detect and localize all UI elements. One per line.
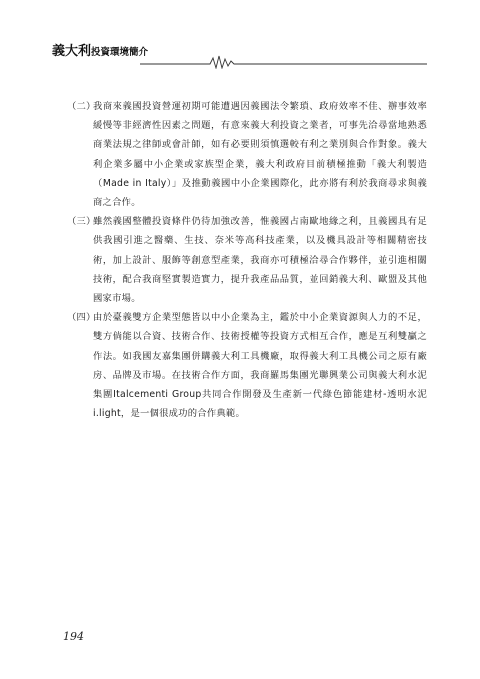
paragraph-text: 由於臺義雙方企業型態皆以中小企業為主，鑑於中小企業資源與人力的不足，雙方倘能以合資、技術合作、技術授權等投資方式相互合作，應是互利雙贏之作法。如我國友嘉集團併購義大利工具機廠，取得義大利工具機公司之原有廠房、品牌及市場。在技術合作方面，我商羅馬集團光聯興業公司與義大利水泥集團Italcementi Group共同合作開發及生產新一代綠色節能建材-透明水泥i.light，是一個很成功的合作典範。 bbox=[93, 312, 427, 420]
paragraph-3 bbox=[67, 212, 427, 308]
running-header bbox=[52, 40, 432, 64]
heartbeat-rule bbox=[52, 55, 427, 69]
paragraph-text: 雖然義國整體投資條件仍待加強改善，惟義國占南歐地緣之利，且義國具有足供我國引進之醫藥、生技、奈米等高科技產業，以及機具設計等相關精密技術，加上設計、服飾等創意型產業，我商亦可積極洽尋合作夥伴，並引進相關技術，配合我商堅實製造實力，提升我產品品質，並回銷義大利、歐盟及其他國家市場。 bbox=[93, 216, 427, 305]
paragraph-number: （三） bbox=[67, 216, 96, 228]
header-title-sub: 投資環境簡介 bbox=[91, 47, 149, 58]
paragraph-number: （四） bbox=[67, 312, 96, 324]
page-number: 194 bbox=[63, 630, 84, 643]
paragraph-number: （二） bbox=[67, 101, 96, 112]
paragraph-text: 我商來義國投資營運初期可能遭遇因義國法令繁瑣、政府效率不佳、辦事效率緩慢等非經濟性因素之問題，有意來義大利投資之業者，可事先洽尋當地熟悉商業法規之律師或會計師，如有必要則須慎選較有利之業別與合作對象。義大利企業多屬中小企業或家族型企業，義大利政府目前積極推動「義大利製造（Made in Italy）」及推動義國中小企業國際化，此亦將有利於我商尋求與義商之合作。 bbox=[93, 101, 427, 209]
paragraph-4 bbox=[67, 308, 427, 423]
body-text bbox=[67, 97, 427, 423]
header-title-main: 義大利 bbox=[52, 44, 92, 59]
paragraph-2 bbox=[67, 97, 427, 212]
